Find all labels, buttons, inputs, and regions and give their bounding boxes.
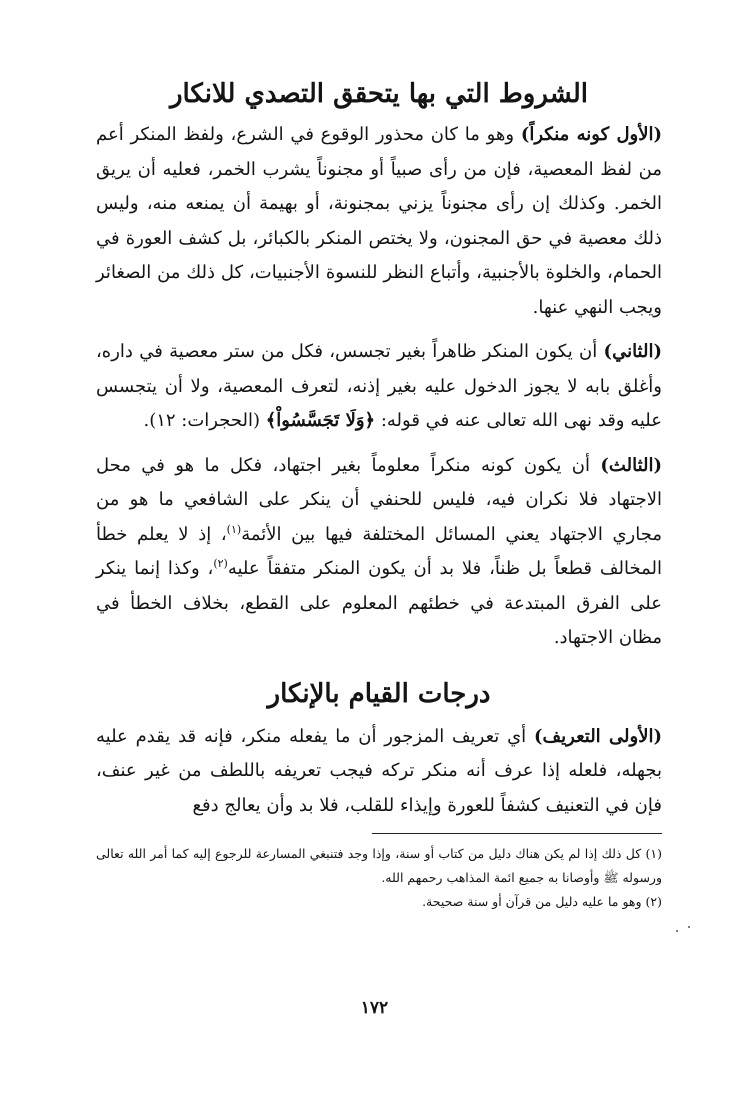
footnote-1: (١) كل ذلك إذا لم يكن هناك دليل من كتاب أو سنة، وإذا وجد فتنبغي المسارعة للرجوع إليه كما أمر الله تعالى ورسوله ﷺ وأوصانا به جميع ائمة المذاهب رحمهم الله. bbox=[96, 846, 662, 885]
footnote-divider bbox=[372, 833, 662, 834]
paragraph-lead: (الأولى التعريف) bbox=[533, 725, 662, 747]
page-body bbox=[96, 64, 662, 1064]
paragraph-text: أي تعريف المزجور أن ما يفعله منكر، فإنه قد يقدم عليه بجهله، فلعله إذا عرف أنه منكر تركه فيجب تعريفه باللطف من غير عنف، فإن في التعنيف كشفاً للعورة وإيذاء للقلب، فلا بد وأن يعالج دفع bbox=[96, 725, 662, 816]
paragraph-text: ، إذ لا يعلم خطأ المخالف قطعاً بل ظناً، فلا بد أن يكون المنكر متفقاً عليه bbox=[96, 523, 662, 579]
paragraph-text: أن يكون كونه منكراً معلوماً بغير اجتهاد، فكل ما هو في محل الاجتهاد فلا نكران فيه، فليس للحنفي أن ينكر على الشافعي ما هو من مجاري الاجتهاد يعني المسائل المختلفة فيها بين الأئمة bbox=[96, 454, 662, 545]
footnote-marker[interactable]: (١) bbox=[226, 522, 242, 536]
paragraph-text: ، وكذا إنما ينكر على الفرق المبتدعة في خطئهم المعلوم على القطع، بخلاف الخطأ في مظان الاجتهاد. bbox=[96, 558, 662, 648]
page-title: الشروط التي بها يتحقق التصدي للانكار bbox=[169, 79, 589, 109]
section-title: درجات القيام بالإنكار bbox=[267, 678, 491, 709]
paragraph-third-condition bbox=[96, 449, 662, 656]
paragraph-text: أن يكون المنكر ظاهراً بغير تجسس، فكل من ستر معصية في داره، وأغلق بابه لا يجوز الدخول عليه بغير إذنه، لتعرف المعصية، ولا أن يتجسس عليه وقد نهى الله تعالى عنه في قوله: bbox=[96, 341, 662, 431]
quran-verse: ﴿وَلَا تَجَسَّسُواْ﴾ bbox=[265, 410, 376, 431]
verse-reference: (الحجرات: ١٢). bbox=[143, 410, 266, 431]
paragraph-lead: (الثالث) bbox=[600, 454, 662, 476]
paragraph-text: وهو ما كان محذور الوقوع في الشرع، ولفظ المنكر أعم من لفظ المعصية، فإن من رأى صبياً أو مجنوناً يشرب الخمر، فعليه أن يريق الخمر. وكذلك إن رأى مجنوناً يزني بمجنونة، أو بهيمة أن يمنعه منه، وليس ذلك معصية في حق المجنون، ولا يختص المنكر بالكبائر، بل كشف العورة في الحمام، والخلوة بالأجنبية، وأتباع النظر للنسوة الأجنبيات، كل ذلك من الصغائر ويجب النهي عنها. bbox=[96, 124, 662, 318]
page-number: ١٧٢ bbox=[360, 998, 389, 1018]
paragraph-lead: (الأول كونه منكراً) bbox=[520, 124, 662, 145]
paragraph-lead: (الثاني) bbox=[603, 341, 662, 362]
footnote-marker[interactable]: (٢) bbox=[213, 557, 228, 570]
paragraph-first-condition bbox=[96, 118, 662, 325]
paragraph-second-condition bbox=[96, 335, 662, 439]
footnote-2: (٢) وهو ما عليه دليل من قرآن أو سنة صحيحة. bbox=[422, 894, 662, 909]
paragraph-first-degree bbox=[96, 720, 662, 824]
scan-speck bbox=[676, 924, 696, 934]
